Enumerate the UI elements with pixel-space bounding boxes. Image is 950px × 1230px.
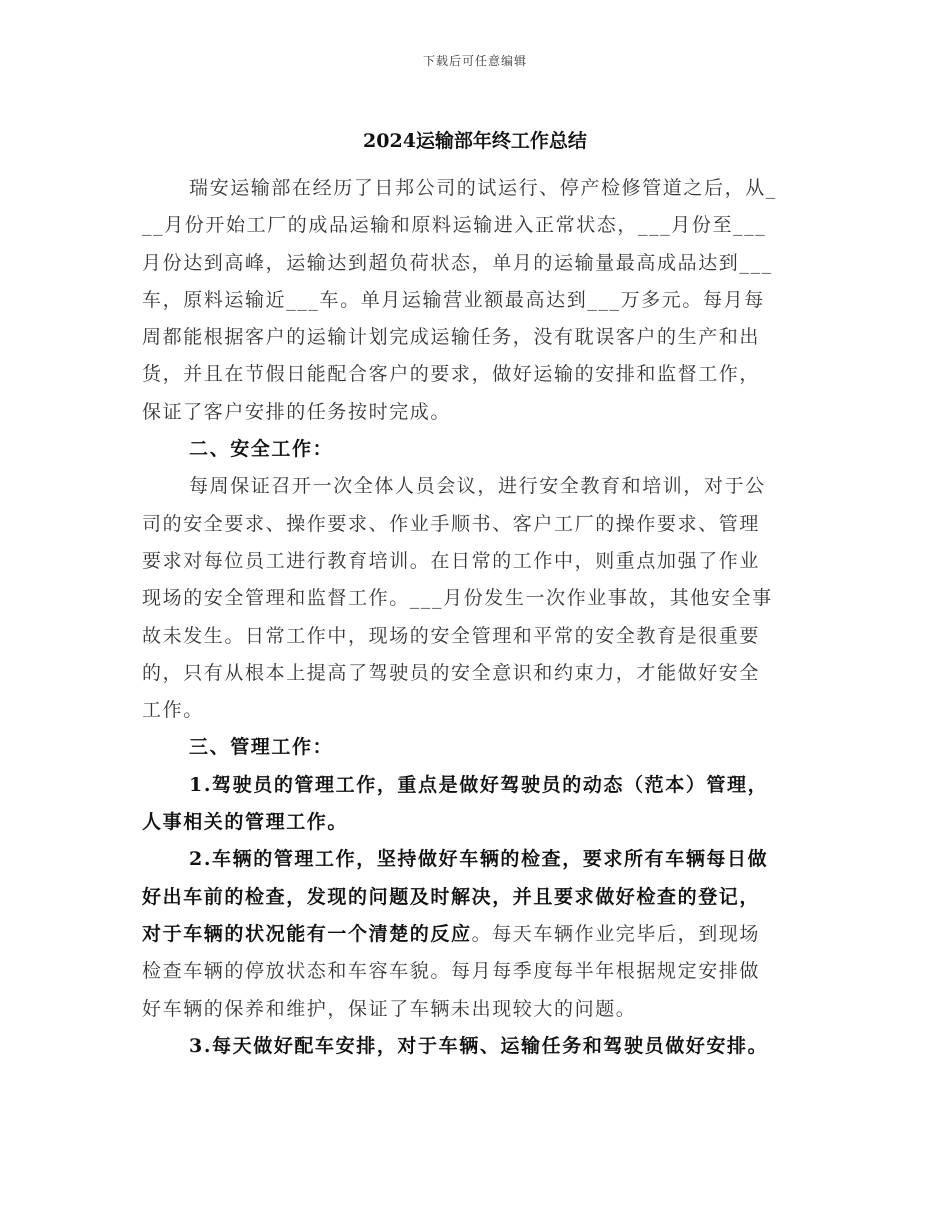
line-text: 的，只有从根本上提高了驾驶员的安全意识和约束力，才能做好安全 bbox=[142, 661, 761, 684]
line-text: 好出车前的检查，发现的问题及时解决，并且要求做好检查的登记， bbox=[142, 885, 761, 908]
line-text: 工作。 bbox=[142, 699, 204, 722]
text-line bbox=[142, 879, 810, 916]
text-line bbox=[142, 356, 810, 393]
text-line bbox=[142, 207, 810, 244]
line-text: 每周保证召开一次全体人员会议，进行安全教育和培训，对于公 bbox=[189, 475, 766, 498]
text-line bbox=[142, 580, 810, 617]
text-line bbox=[142, 916, 810, 953]
text-line bbox=[142, 655, 810, 692]
text-line bbox=[142, 282, 810, 319]
line-text: 1.驾驶员的管理工作，重点是做好驾驶员的动态（范本）管理， bbox=[189, 773, 769, 796]
line-text-tail: 。每天车辆作业完毕后，到现场 bbox=[471, 922, 761, 945]
line-text: 三、管理工作： bbox=[189, 736, 334, 759]
text-line bbox=[142, 468, 810, 505]
line-text: 保证了客户安排的任务按时完成。 bbox=[142, 400, 452, 423]
line-text: 现场的安全管理和监督工作。___月份发生一次作业事故，其他安全事 bbox=[142, 587, 773, 610]
text-line bbox=[142, 618, 810, 655]
line-text: 对于车辆的状况能有一个清楚的反应 bbox=[142, 922, 472, 945]
line-text: 人事相关的管理工作。 bbox=[142, 811, 349, 834]
text-line bbox=[142, 506, 810, 543]
page-header-note: 下载后可任意编辑 bbox=[422, 54, 527, 68]
text-line bbox=[142, 692, 810, 729]
document-title: 2024运输部年终工作总结 bbox=[363, 130, 587, 152]
text-line bbox=[142, 1028, 810, 1065]
document-body bbox=[142, 170, 810, 1065]
text-line bbox=[142, 319, 810, 356]
text-line bbox=[142, 245, 810, 282]
line-text: 要求对每位员工进行教育培训。在日常的工作中，则重点加强了作业 bbox=[142, 549, 761, 572]
line-text: 好车辆的保养和维护，保证了车辆未出现较大的问题。 bbox=[142, 997, 637, 1020]
line-text: 3.每天做好配车安排，对于车辆、运输任务和驾驶员做好安排。 bbox=[189, 1034, 769, 1057]
line-text: 二、安全工作： bbox=[189, 438, 334, 461]
line-text: 月份达到高峰，运输达到超负荷状态，单月的运输量最高成品达到___ bbox=[142, 251, 773, 274]
text-line bbox=[142, 767, 810, 804]
line-text: 车，原料运输近___车。单月运输营业额最高达到___万多元。每月每 bbox=[142, 288, 765, 311]
text-line bbox=[142, 841, 810, 878]
line-text: 货，并且在节假日能配合客户的要求，做好运输的安排和监督工作， bbox=[142, 363, 761, 386]
text-line bbox=[142, 991, 810, 1028]
text-line bbox=[142, 953, 810, 990]
line-text: 瑞安运输部在经历了日邦公司的试运行、停产检修管道之后，从_ bbox=[189, 177, 777, 199]
line-text: __月份开始工厂的成品运输和原料运输进入正常状态，___月份至___ bbox=[142, 214, 767, 237]
text-line bbox=[142, 543, 810, 580]
line-text: 司的安全要求、操作要求、作业手顺书、客户工厂的操作要求、管理 bbox=[142, 512, 761, 535]
text-line bbox=[142, 394, 810, 431]
line-text: 周都能根据客户的运输计划完成运输任务，没有耽误客户的生产和出 bbox=[142, 326, 761, 349]
line-text: 故未发生。日常工作中，现场的安全管理和平常的安全教育是很重要 bbox=[142, 624, 761, 647]
text-line bbox=[142, 804, 810, 841]
text-line bbox=[142, 729, 810, 766]
text-line bbox=[142, 170, 810, 207]
text-line bbox=[142, 431, 810, 468]
line-text: 2.车辆的管理工作，坚持做好车辆的检查，要求所有车辆每日做 bbox=[189, 848, 769, 871]
line-text: 检查车辆的停放状态和车容车貌。每月每季度每半年根据规定安排做 bbox=[142, 960, 761, 983]
